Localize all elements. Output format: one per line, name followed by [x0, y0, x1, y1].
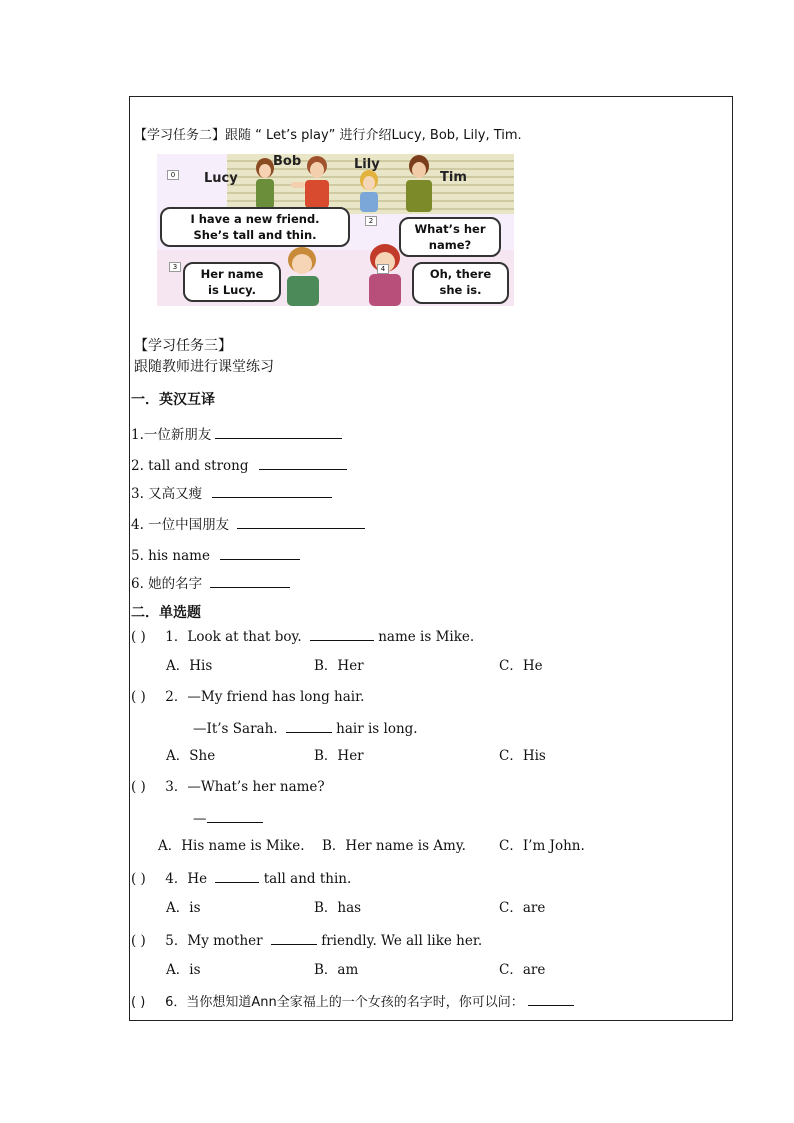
- tim-figure: [406, 155, 432, 212]
- q4-answer-paren[interactable]: ( ): [131, 871, 146, 887]
- translation-item-4-text: 4. 一位中国朋友: [131, 517, 230, 533]
- answer-blank-2[interactable]: [259, 455, 347, 470]
- panel-number-4: 4: [377, 264, 389, 274]
- q3-line1-text: 3．—What’s her name?: [165, 779, 325, 795]
- answer-blank-6[interactable]: [210, 573, 290, 588]
- question-3-line-2: [193, 808, 263, 828]
- q3-line2-text: —: [193, 811, 207, 827]
- q5-text-before: 5．My mother: [165, 933, 263, 949]
- q4-option-a[interactable]: A．is: [166, 900, 201, 916]
- q1-option-c[interactable]: C．He: [499, 658, 543, 674]
- q1-text-before: 1．Look at that boy.: [165, 629, 302, 645]
- lets-play-illustration: [157, 154, 514, 306]
- q3-answer-paren[interactable]: ( ): [131, 779, 146, 795]
- q1-text-after: name is Mike.: [378, 629, 475, 645]
- translation-item-6-text: 6. 她的名字: [131, 576, 203, 592]
- q4-text-after: tall and thin.: [263, 871, 352, 887]
- speech-bubble-3: [183, 262, 281, 302]
- panel-number-1: 0: [167, 170, 179, 180]
- bubble-4-line-1: Oh, there: [429, 267, 492, 281]
- translation-item-3-text: 3. 又高又瘦: [131, 486, 203, 502]
- question-2-line-2: [193, 718, 418, 738]
- q2-line2-after: hair is long.: [336, 721, 418, 737]
- q2-option-b[interactable]: B．Her: [314, 748, 364, 764]
- q3-option-a[interactable]: A．His name is Mike.: [158, 838, 305, 854]
- name-label-lucy: Lucy: [204, 171, 238, 186]
- girl-lower-left-figure: [287, 247, 319, 306]
- panel-number-2: 2: [365, 216, 377, 226]
- q6-blank[interactable]: [528, 991, 574, 1006]
- bubble-2-line-2: name?: [428, 238, 472, 252]
- lily-figure: [360, 170, 378, 212]
- q5-option-b[interactable]: B．am: [314, 962, 359, 978]
- bubble-1-line-1: I have a new friend.: [190, 212, 320, 226]
- panel-number-3: 3: [169, 262, 181, 272]
- q5-option-a[interactable]: A．is: [166, 962, 201, 978]
- question-4: [131, 868, 351, 888]
- q5-answer-paren[interactable]: ( ): [131, 933, 146, 949]
- q1-option-a[interactable]: A．His: [166, 658, 213, 674]
- name-label-bob: Bob: [273, 154, 302, 169]
- question-1: [131, 626, 474, 646]
- q5-text-after: friendly. We all like her.: [321, 933, 483, 949]
- answer-blank-3[interactable]: [212, 483, 332, 498]
- girl-lower-right-figure: [369, 244, 401, 306]
- q2-option-c[interactable]: C．His: [499, 748, 546, 764]
- section2-title: 二．单选题: [131, 605, 201, 621]
- q2-line1-text: 2．—My friend has long hair.: [165, 689, 365, 705]
- q5-option-c[interactable]: C．are: [499, 962, 546, 978]
- q1-blank[interactable]: [310, 626, 374, 641]
- answer-blank-1[interactable]: [215, 424, 342, 439]
- task3-instruction: 跟随教师进行课堂练习: [134, 359, 274, 375]
- question-5: [131, 930, 482, 950]
- q4-option-c[interactable]: C．are: [499, 900, 546, 916]
- speech-bubble-1: [160, 207, 350, 247]
- translation-item-2: [131, 455, 347, 475]
- q2-blank[interactable]: [286, 718, 332, 733]
- name-label-tim: Tim: [440, 170, 467, 185]
- translation-item-6: [131, 573, 290, 593]
- bubble-3-line-1: Her name: [200, 267, 264, 281]
- q3-option-c[interactable]: C．I’m John.: [499, 838, 585, 854]
- translation-item-1-text: 1.一位新朋友: [131, 427, 212, 443]
- q3-blank[interactable]: [207, 808, 263, 823]
- section1-title: 一．英汉互译: [131, 392, 215, 408]
- question-3-line-1: [131, 778, 325, 796]
- translation-item-2-text: 2. tall and strong: [131, 458, 249, 474]
- translation-item-4: [131, 514, 365, 534]
- q4-blank[interactable]: [215, 868, 259, 883]
- q1-answer-paren[interactable]: ( ): [131, 629, 146, 645]
- bubble-4-line-2: she is.: [439, 283, 482, 297]
- q2-answer-paren[interactable]: ( ): [131, 689, 146, 705]
- q2-option-a[interactable]: A．She: [166, 748, 216, 764]
- q3-option-b[interactable]: B．Her name is Amy.: [322, 838, 466, 854]
- bubble-3-line-2: is Lucy.: [208, 283, 256, 297]
- task3-heading: 【学习任务三】: [134, 338, 232, 354]
- task2-heading: 【学习任务二】跟随 “ Let’s play” 进行介绍Lucy, Bob, Lily, Tim.: [134, 128, 522, 143]
- q4-option-b[interactable]: B．has: [314, 900, 362, 916]
- translation-item-1: [131, 424, 342, 444]
- bubble-1-line-2: She’s tall and thin.: [193, 228, 317, 242]
- name-label-lily: Lily: [354, 157, 380, 172]
- q6-text: 6．当你想知道Ann全家福上的一个女孩的名字时，你可以问：: [165, 995, 524, 1010]
- q5-blank[interactable]: [271, 930, 317, 945]
- speech-bubble-4: [412, 262, 509, 304]
- answer-blank-4[interactable]: [237, 514, 365, 529]
- q1-option-b[interactable]: B．Her: [314, 658, 364, 674]
- translation-item-5: [131, 545, 300, 565]
- question-2-line-1: [131, 688, 364, 706]
- q4-text-before: 4．He: [165, 871, 208, 887]
- speech-bubble-2: [399, 217, 501, 257]
- translation-item-5-text: 5. his name: [131, 548, 210, 564]
- translation-item-3: [131, 483, 332, 503]
- answer-blank-5[interactable]: [220, 545, 300, 560]
- q6-answer-paren[interactable]: ( ): [131, 995, 146, 1010]
- q2-line2-before: —It’s Sarah.: [193, 721, 278, 737]
- bubble-2-line-1: What’s her: [414, 222, 486, 236]
- lucy-figure: [256, 158, 274, 209]
- question-6: [131, 991, 574, 1012]
